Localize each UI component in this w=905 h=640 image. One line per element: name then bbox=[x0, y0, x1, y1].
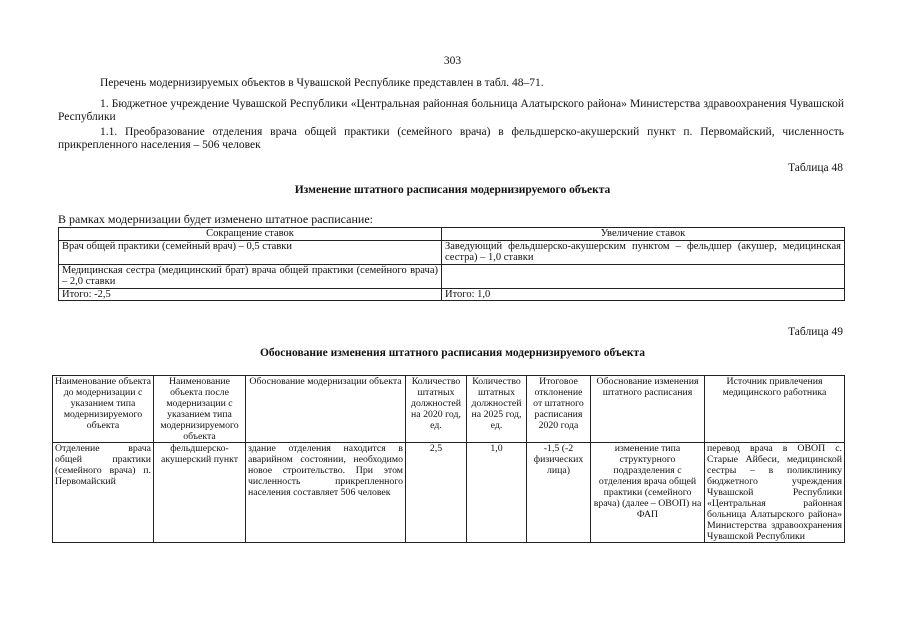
table-49-title: Обоснование изменения штатного расписания модернизируемого объекта bbox=[259, 347, 645, 359]
table-total-row bbox=[59, 288, 845, 301]
table-48-title: Изменение штатного расписания модернизируемого объекта bbox=[294, 184, 611, 196]
header-positions-2025: Количество штатных должностей на 2025 год, ед. bbox=[467, 376, 527, 443]
paragraph-institution: 1. Бюджетное учреждение Чувашской Республики «Центральная районная больница Алатырского района» Министерства здравоохранения Чувашской Республики bbox=[58, 98, 844, 123]
total-increase: Итого: 1,0 bbox=[442, 288, 845, 301]
table-header-row bbox=[59, 228, 845, 241]
table-row bbox=[59, 264, 845, 288]
table-row bbox=[53, 443, 845, 543]
staffing-justification-table bbox=[52, 375, 845, 543]
header-increase: Увеличение ставок bbox=[442, 228, 845, 241]
table-cell: изменение типа структурного подразделения с отделения врача общей практики (семейного врача) (далее – ОВОП) на ФАП bbox=[591, 443, 705, 543]
header-positions-2020: Количество штатных должностей на 2020 год, ед. bbox=[406, 376, 467, 443]
header-staff-source: Источник привлечения медицинского работника bbox=[705, 376, 845, 443]
paragraph-object: 1.1. Преобразование отделения врача общей практики (семейного врача) в фельдшерско-акушерский пункт п. Первомайский, численность прикрепленного населения – 506 человек bbox=[58, 126, 844, 151]
table-cell: -1,5 (-2 физических лица) bbox=[527, 443, 591, 543]
table-cell bbox=[442, 264, 845, 288]
total-reduction: Итого: -2,5 bbox=[59, 288, 442, 301]
header-deviation: Итоговое отклонение от штатного расписания 2020 года bbox=[527, 376, 591, 443]
table-cell: Медицинская сестра (медицинский брат) врача общей практики (семейного врача) – 2,0 ставки bbox=[59, 264, 442, 288]
table-cell: здание отделения находится в аварийном состоянии, необходимо новое строительство. При этом численность прикрепленного населения составляет 506 человек bbox=[246, 443, 406, 543]
table-cell: перевод врача в ОВОП с. Старые Айбеси, медицинской сестры – в поликлинику бюджетного учреждения Чувашской Республики «Центральная районная больница Алатырского района» Министерства здравоохранения Чувашской Республики bbox=[705, 443, 845, 543]
header-object-before: Наименование объекта до модернизации с указанием типа модернизируемого объекта bbox=[53, 376, 154, 443]
table-header-row bbox=[53, 376, 845, 443]
table-cell: Отделение врача общей практики (семейного врача) п. Первомайский bbox=[53, 443, 154, 543]
table-48-intro: В рамках модернизации будет изменено штатное расписание: bbox=[58, 212, 373, 226]
table-49-label: Таблица 49 bbox=[788, 326, 843, 338]
paragraph-intro: Перечень модернизируемых объектов в Чувашской Республике представлен в табл. 48–71. bbox=[100, 77, 544, 89]
header-object-after: Наименование объекта после модернизации с указанием типа модернизируемого объекта bbox=[154, 376, 246, 443]
table-cell: Заведующий фельдшерско-акушерским пунктом – фельдшер (акушер, медицинская сестра) – 1,0 ставки bbox=[442, 240, 845, 264]
staffing-change-table bbox=[58, 227, 845, 301]
table-cell: Врач общей практики (семейный врач) – 0,5 ставки bbox=[59, 240, 442, 264]
header-change-reason: Обоснование изменения штатного расписания bbox=[591, 376, 705, 443]
table-cell: 1,0 bbox=[467, 443, 527, 543]
table-cell: фельдшерско-акушерский пункт bbox=[154, 443, 246, 543]
header-reduction: Сокращение ставок bbox=[59, 228, 442, 241]
header-justification: Обоснование модернизации объекта bbox=[246, 376, 406, 443]
table-row bbox=[59, 240, 845, 264]
page-number: 303 bbox=[443, 55, 462, 67]
table-cell: 2,5 bbox=[406, 443, 467, 543]
table-48-label: Таблица 48 bbox=[788, 162, 843, 174]
